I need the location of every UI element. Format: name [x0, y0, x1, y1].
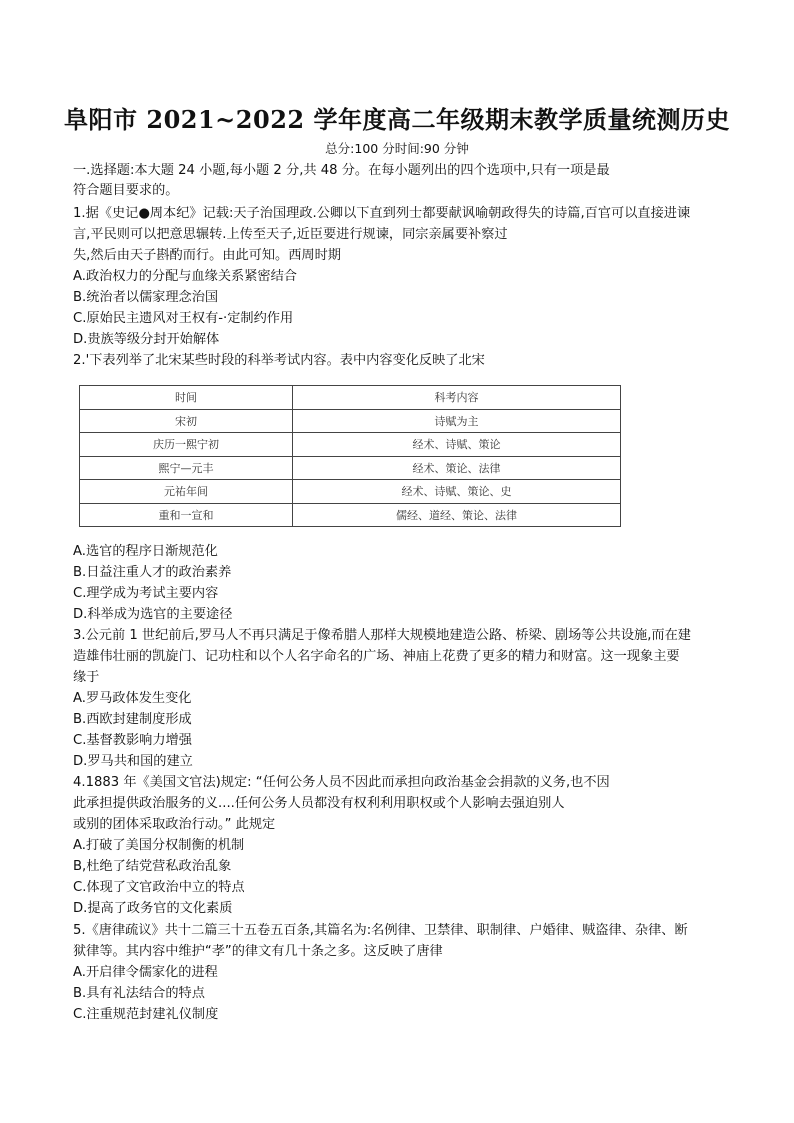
question-2-option-a: A.选官的程序日渐规范化	[73, 544, 218, 559]
table-row	[80, 480, 621, 504]
question-4-option-b: B,杜绝了结党营私政治乱象	[73, 859, 232, 874]
question-3-option-d: D.罗马共和国的建立	[73, 754, 193, 769]
table-cell: 儒经、道经、策论、法律	[293, 503, 621, 527]
table-header-content: 科考内容	[293, 386, 621, 410]
question-4-stem: 或别的团体采取政治行动。” 此规定	[73, 817, 276, 832]
exam-info: 总分:100 分时间:90 分钟	[325, 141, 469, 156]
exam-content-table	[79, 385, 621, 527]
question-4-option-d: D.提高了政务官的文化素质	[73, 901, 233, 916]
table-row	[80, 409, 621, 433]
table-row	[80, 456, 621, 480]
question-5-option-b: B.具有礼法结合的特点	[73, 986, 205, 1001]
table-cell: 经术、策论、法律	[293, 456, 621, 480]
question-2-option-c: C.理学成为考试主要内容	[73, 586, 219, 601]
question-3-stem: 3.公元前 1 世纪前后,罗马人不再只满足于像希腊人那样大规模地建造公路、桥梁、剧场等公共设施,而在建	[73, 628, 691, 643]
table-cell: 元祐年间	[80, 480, 293, 504]
question-1-option-d: D.贵族等级分封开始解体	[73, 332, 220, 347]
question-1-option-b: B.统治者以儒家理念治国	[73, 290, 219, 305]
table-cell: 诗赋为主	[293, 409, 621, 433]
question-3-option-c: C.基督教影响力增强	[73, 733, 192, 748]
table-cell: 庆历一熙宁初	[80, 433, 293, 457]
question-3-stem: 造雄伟壮丽的凯旋门、记功柱和以个人名字命名的广场、神庙上花费了更多的精力和财富。这一现象主要	[73, 649, 680, 664]
table-row	[80, 433, 621, 457]
question-1-option-c: C.原始民主遗风对王权有-·定制约作用	[73, 311, 294, 326]
question-2-stem: 2.'下表列举了北宋某些时段的科举考试内容。表中内容变化反映了北宋	[73, 353, 485, 368]
table-cell: 经术、诗赋、策论、史	[293, 480, 621, 504]
question-4-stem: 此承担提供政治服务的义....任何公务人员都没有权利利用职权或个人影响去强迫别人	[73, 796, 565, 811]
table-row	[80, 503, 621, 527]
table-header-row	[80, 386, 621, 410]
question-3-option-a: A.罗马政体发生变化	[73, 691, 192, 706]
question-5-option-c: C.注重规范封建礼仪制度	[73, 1007, 219, 1022]
table-cell: 熙宁—元丰	[80, 456, 293, 480]
question-1-stem: 1.据《史记●周本纪》记载:天子治国理政.公卿以下直到列士都要献讽喻朝政得失的诗篇,百官可以直接进谏	[73, 206, 691, 221]
table-header-time: 时间	[80, 386, 293, 410]
page-title: 阜阳市 2021~2022 学年度高二年级期末教学质量统测历史	[64, 105, 730, 134]
table-cell: 经术、诗赋、策论	[293, 433, 621, 457]
question-1-stem: 失,然后由天子斟酌而行。由此可知。西周时期	[73, 248, 341, 263]
question-2-option-d: D.科举成为选官的主要途径	[73, 607, 233, 622]
question-4-stem: 4.1883 年《美国文官法)规定: “任何公务人员不因此而承担向政治基金会捐款的义务,也不因	[73, 775, 610, 790]
question-5-stem: 5.《唐律疏议》共十二篇三十五卷五百条,其篇名为:名例律、卫禁律、职制律、户婚律、贼盗律、杂律、断	[73, 923, 688, 938]
question-3-stem: 缘于	[73, 670, 100, 685]
question-1-stem: 言,平民则可以把意思辗转.上传至天子,近臣要进行规谏，同宗亲属要补察过	[73, 227, 508, 242]
question-2-option-b: B.日益注重人才的政治素养	[73, 565, 232, 580]
question-5-stem: 狱律等。其内容中维护“孝”的律文有几十条之多。这反映了唐律	[73, 944, 443, 959]
table-cell: 宋初	[80, 409, 293, 433]
question-4-option-c: C.体现了文官政治中立的特点	[73, 880, 245, 895]
question-5-option-a: A.开启律令儒家化的进程	[73, 965, 218, 980]
question-4-option-a: A.打破了美国分权制衡的机制	[73, 838, 245, 853]
question-1-option-a: A.政治权力的分配与血缘关系紧密结合	[73, 269, 297, 284]
section-instruction-cont: 符合题目要求的。	[73, 183, 179, 198]
question-3-option-b: B.西欧封建制度形成	[73, 712, 192, 727]
table-cell: 重和一宣和	[80, 503, 293, 527]
section-instruction: 一.选择题:本大题 24 小题,每小题 2 分,共 48 分。在每小题列出的四个选项中,只有一项是最	[73, 163, 610, 178]
